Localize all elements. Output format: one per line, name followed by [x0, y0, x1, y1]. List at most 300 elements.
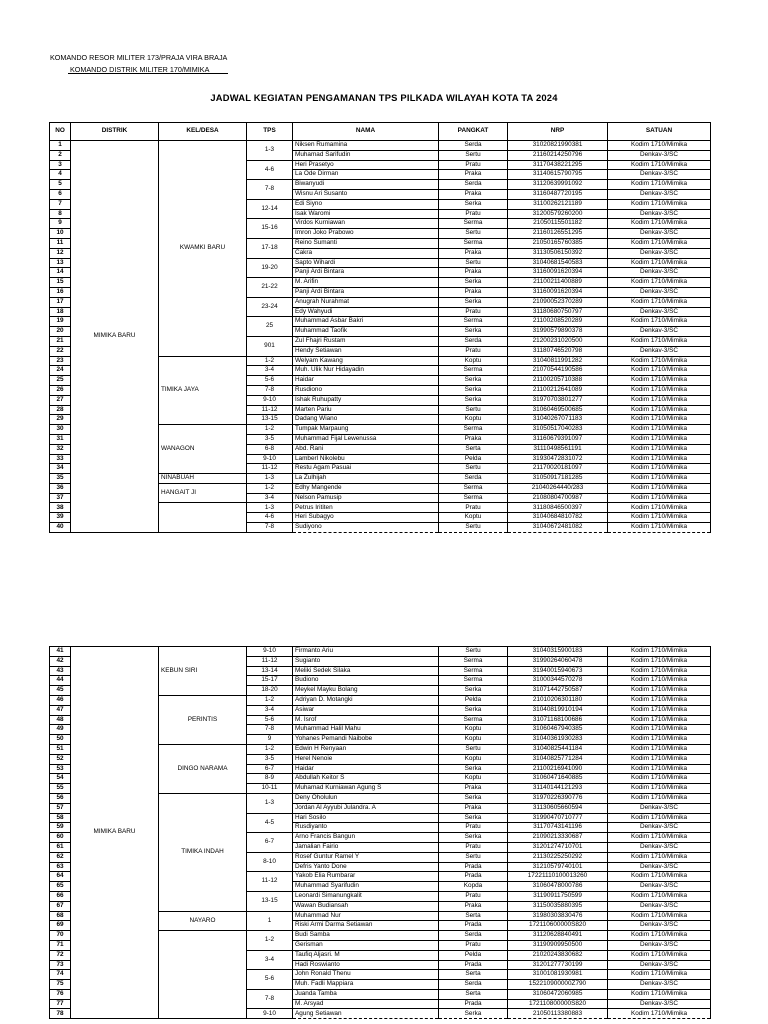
- row-no: 71: [50, 940, 71, 950]
- satuan-cell: Kodim 1710/Mimika: [608, 754, 711, 764]
- nama-cell: Hari Sosilo: [293, 813, 439, 823]
- nrp-cell: 31930472831072: [508, 454, 608, 464]
- satuan-cell: Denkav-3/SC: [608, 327, 711, 337]
- nama-cell: Budiono: [293, 676, 439, 686]
- pangkat-cell: Pelda: [439, 950, 508, 960]
- pangkat-cell: Praka: [439, 268, 508, 278]
- table-row: [50, 141, 711, 151]
- satuan-cell: Denkav-3/SC: [608, 170, 711, 180]
- distrik-cell: MIMIKA BARU: [71, 141, 159, 533]
- row-no: 30: [50, 425, 71, 435]
- satuan-cell: Denkav-3/SC: [608, 307, 711, 317]
- nrp-cell: 31201274710701: [508, 842, 608, 852]
- satuan-cell: Denkav-3/SC: [608, 999, 711, 1009]
- col-header-distrik: DISTRIK: [71, 123, 159, 141]
- satuan-cell: Kodim 1710/Mimika: [608, 793, 711, 803]
- satuan-cell: Kodim 1710/Mimika: [608, 833, 711, 843]
- pangkat-cell: Sertu: [439, 229, 508, 239]
- nrp-cell: 21010206301180: [508, 695, 608, 705]
- pangkat-cell: Serka: [439, 395, 508, 405]
- nama-cell: Restu Agam Pasuai: [293, 464, 439, 474]
- satuan-cell: Kodim 1710/Mimika: [608, 474, 711, 484]
- tps-cell: 3-4: [247, 705, 293, 715]
- row-no: 56: [50, 793, 71, 803]
- nrp-cell: 21100205710388: [508, 376, 608, 386]
- nrp-cell: 31160091620394: [508, 268, 608, 278]
- tps-cell: 7-8: [247, 989, 293, 1009]
- nama-cell: Budi Samba: [293, 931, 439, 941]
- nama-cell: Firmanto Ariu: [293, 647, 439, 657]
- row-no: 24: [50, 366, 71, 376]
- row-no: 45: [50, 686, 71, 696]
- pangkat-cell: Serta: [439, 970, 508, 980]
- table-row: [50, 647, 711, 657]
- row-no: 53: [50, 764, 71, 774]
- satuan-cell: Kodim 1710/Mimika: [608, 735, 711, 745]
- pangkat-cell: Praka: [439, 248, 508, 258]
- nama-cell: Dadang Wiano: [293, 415, 439, 425]
- nrp-cell: 31980303830476: [508, 911, 608, 921]
- pangkat-cell: Serda: [439, 141, 508, 151]
- nrp-cell: 31990264060478: [508, 656, 608, 666]
- nama-cell: Abd. Rani: [293, 444, 439, 454]
- nama-cell: Edwin H Renyaan: [293, 744, 439, 754]
- nrp-cell: 31180846500397: [508, 503, 608, 513]
- satuan-cell: Kodim 1710/Mimika: [608, 950, 711, 960]
- row-no: 7: [50, 199, 71, 209]
- nama-cell: Muhammad Asbar Bakri: [293, 317, 439, 327]
- row-no: 15: [50, 278, 71, 288]
- row-no: 27: [50, 395, 71, 405]
- pangkat-cell: Serma: [439, 483, 508, 493]
- tps-cell: 23-24: [247, 297, 293, 317]
- row-no: 72: [50, 950, 71, 960]
- satuan-cell: Kodim 1710/Mimika: [608, 483, 711, 493]
- nrp-cell: 31170743141196: [508, 823, 608, 833]
- nrp-cell: 31150035880395: [508, 901, 608, 911]
- row-no: 38: [50, 503, 71, 513]
- nrp-cell: 21100212641089: [508, 385, 608, 395]
- tps-cell: 7-8: [247, 725, 293, 735]
- pangkat-cell: Serma: [439, 656, 508, 666]
- pangkat-cell: Koptu: [439, 415, 508, 425]
- pangkat-cell: Pratu: [439, 823, 508, 833]
- pangkat-cell: Sertu: [439, 523, 508, 533]
- pangkat-cell: Serka: [439, 705, 508, 715]
- satuan-cell: Kodim 1710/Mimika: [608, 219, 711, 229]
- satuan-cell: Kodim 1710/Mimika: [608, 774, 711, 784]
- nama-cell: Anugrah Nurahmat: [293, 297, 439, 307]
- tps-cell: 1-2: [247, 931, 293, 951]
- tps-cell: 1: [247, 911, 293, 931]
- nrp-cell: 31040684810782: [508, 513, 608, 523]
- nama-cell: Rusdiono: [293, 385, 439, 395]
- kelurahan-cell: TIMIKA INDAH: [159, 793, 247, 911]
- row-no: 64: [50, 872, 71, 882]
- nama-cell: Juanda Tamba: [293, 989, 439, 999]
- pangkat-cell: Serka: [439, 793, 508, 803]
- nrp-cell: 31040811991282: [508, 356, 608, 366]
- pangkat-cell: Prada: [439, 999, 508, 1009]
- pangkat-cell: Serma: [439, 425, 508, 435]
- tps-cell: 19-20: [247, 258, 293, 278]
- tps-cell: 11-12: [247, 872, 293, 892]
- nrp-cell: 17221110100013260: [508, 872, 608, 882]
- row-no: 5: [50, 180, 71, 190]
- nama-cell: Agung Setiawan: [293, 1009, 439, 1019]
- col-header-keldesa: KEL/DESA: [159, 123, 247, 141]
- tps-cell: 25: [247, 317, 293, 337]
- satuan-cell: Kodim 1710/Mimika: [608, 336, 711, 346]
- satuan-cell: Kodim 1710/Mimika: [608, 676, 711, 686]
- satuan-cell: Kodim 1710/Mimika: [608, 872, 711, 882]
- nrp-cell: 31001081930981: [508, 970, 608, 980]
- nama-cell: Abdullah Keitor S: [293, 774, 439, 784]
- nrp-cell: 31040267071183: [508, 415, 608, 425]
- row-no: 41: [50, 647, 71, 657]
- row-no: 49: [50, 725, 71, 735]
- nrp-cell: 31140615790795: [508, 170, 608, 180]
- satuan-cell: Denkav-3/SC: [608, 823, 711, 833]
- nama-cell: Imron Joko Prabowo: [293, 229, 439, 239]
- satuan-cell: Denkav-3/SC: [608, 862, 711, 872]
- pangkat-cell: Serka: [439, 278, 508, 288]
- nrp-cell: 31170438221295: [508, 160, 608, 170]
- pangkat-cell: Serma: [439, 366, 508, 376]
- kelurahan-cell: NINABUAH: [159, 474, 247, 484]
- tps-cell: 11-12: [247, 405, 293, 415]
- row-no: 70: [50, 931, 71, 941]
- nama-cell: Biwanyudi: [293, 180, 439, 190]
- nama-cell: Hendy Setiawan: [293, 346, 439, 356]
- nama-cell: Edi Siyno: [293, 199, 439, 209]
- nama-cell: Muh. Ulik Nur Hidayadin: [293, 366, 439, 376]
- nrp-cell: 172110600000S820: [508, 921, 608, 931]
- row-no: 28: [50, 405, 71, 415]
- pangkat-cell: Praka: [439, 434, 508, 444]
- kelurahan-cell: KWAMKI BARU: [159, 141, 247, 357]
- satuan-cell: Kodim 1710/Mimika: [608, 513, 711, 523]
- nrp-cell: 21090052370289: [508, 297, 608, 307]
- nrp-cell: 31050917181285: [508, 474, 608, 484]
- nama-cell: Jordan Al Ayyubi Julandra. A: [293, 803, 439, 813]
- pangkat-cell: Serma: [439, 493, 508, 503]
- satuan-cell: Kodim 1710/Mimika: [608, 852, 711, 862]
- row-no: 3: [50, 160, 71, 170]
- nama-cell: Muhammad Fijal Lewenussa: [293, 434, 439, 444]
- row-no: 14: [50, 268, 71, 278]
- satuan-cell: Denkav-3/SC: [608, 287, 711, 297]
- satuan-cell: Kodim 1710/Mimika: [608, 666, 711, 676]
- pangkat-cell: Pelda: [439, 454, 508, 464]
- tps-cell: 9-10: [247, 647, 293, 657]
- nama-cell: Meykel Mayku Bolang: [293, 686, 439, 696]
- pangkat-cell: Prada: [439, 921, 508, 931]
- nama-cell: Meliki Sedek Silaka: [293, 666, 439, 676]
- satuan-cell: Kodim 1710/Mimika: [608, 180, 711, 190]
- nama-cell: Heri Subagyo: [293, 513, 439, 523]
- nrp-cell: 31180680750797: [508, 307, 608, 317]
- nrp-cell: 31000344570278: [508, 676, 608, 686]
- row-no: 11: [50, 238, 71, 248]
- nama-cell: Taufiq Aljasri. M: [293, 950, 439, 960]
- nrp-cell: 31100262121189: [508, 199, 608, 209]
- nrp-cell: 31071442750587: [508, 686, 608, 696]
- row-no: 40: [50, 523, 71, 533]
- nrp-cell: 21200231020500: [508, 336, 608, 346]
- pangkat-cell: Serka: [439, 813, 508, 823]
- nama-cell: Arno Francis Bangun: [293, 833, 439, 843]
- tps-cell: 6-8: [247, 444, 293, 454]
- row-no: 73: [50, 960, 71, 970]
- col-header-pangkat: PANGKAT: [439, 123, 508, 141]
- nama-cell: Petrus Irititen: [293, 503, 439, 513]
- row-no: 39: [50, 513, 71, 523]
- nrp-cell: 21170020181097: [508, 464, 608, 474]
- pangkat-cell: Praka: [439, 287, 508, 297]
- nama-cell: Defris Yanto Done: [293, 862, 439, 872]
- pangkat-cell: Serka: [439, 764, 508, 774]
- pangkat-cell: Serta: [439, 444, 508, 454]
- row-no: 35: [50, 474, 71, 484]
- kelurahan-cell: TIMIKA JAYA: [159, 356, 247, 425]
- pangkat-cell: Prada: [439, 872, 508, 882]
- nrp-cell: 31140144121293: [508, 784, 608, 794]
- satuan-cell: Denkav-3/SC: [608, 901, 711, 911]
- tps-cell: 5-6: [247, 715, 293, 725]
- row-no: 29: [50, 415, 71, 425]
- nama-cell: Rosef Guntur Ramel Y: [293, 852, 439, 862]
- nrp-cell: 31190909950500: [508, 940, 608, 950]
- satuan-cell: Denkav-3/SC: [608, 229, 711, 239]
- tps-cell: 11-12: [247, 464, 293, 474]
- nrp-cell: 21050113380883: [508, 1009, 608, 1019]
- row-no: 48: [50, 715, 71, 725]
- nrp-cell: 31060471640885: [508, 774, 608, 784]
- col-header-tps: TPS: [247, 123, 293, 141]
- nrp-cell: 31130605660594: [508, 803, 608, 813]
- pangkat-cell: Sertu: [439, 464, 508, 474]
- nrp-cell: 31040681540583: [508, 258, 608, 268]
- satuan-cell: Kodim 1710/Mimika: [608, 764, 711, 774]
- row-no: 63: [50, 862, 71, 872]
- nama-cell: Jamalian Fairio: [293, 842, 439, 852]
- satuan-cell: Denkav-3/SC: [608, 842, 711, 852]
- nama-cell: Muhamad Kurniawan Agung S: [293, 784, 439, 794]
- satuan-cell: Kodim 1710/Mimika: [608, 891, 711, 901]
- tps-cell: 4-6: [247, 513, 293, 523]
- satuan-cell: Denkav-3/SC: [608, 980, 711, 990]
- pangkat-cell: Pratu: [439, 307, 508, 317]
- satuan-cell: Denkav-3/SC: [608, 940, 711, 950]
- nama-cell: M. Arsyad: [293, 999, 439, 1009]
- distrik-cell: MIMIKA BARU: [71, 647, 159, 1019]
- row-no: 43: [50, 666, 71, 676]
- tps-cell: 7-8: [247, 180, 293, 200]
- tps-cell: 8-10: [247, 852, 293, 872]
- tps-cell: 13-15: [247, 415, 293, 425]
- pangkat-cell: Sertu: [439, 405, 508, 415]
- nama-cell: Gerisman: [293, 940, 439, 950]
- nama-cell: Virdos Kurniawan: [293, 219, 439, 229]
- tps-cell: 9-10: [247, 1009, 293, 1019]
- nrp-cell: 21090213330687: [508, 833, 608, 843]
- nrp-cell: 31020821990381: [508, 141, 608, 151]
- nama-cell: Muhammad Taofik: [293, 327, 439, 337]
- satuan-cell: Kodim 1710/Mimika: [608, 356, 711, 366]
- tps-cell: 3-4: [247, 950, 293, 970]
- pangkat-cell: Serma: [439, 676, 508, 686]
- nrp-cell: 31200579260200: [508, 209, 608, 219]
- satuan-cell: Kodim 1710/Mimika: [608, 970, 711, 980]
- nama-cell: Cakra: [293, 248, 439, 258]
- row-no: 61: [50, 842, 71, 852]
- row-no: 47: [50, 705, 71, 715]
- nrp-cell: 21100216941090: [508, 764, 608, 774]
- nrp-cell: 31110498561191: [508, 444, 608, 454]
- satuan-cell: Kodim 1710/Mimika: [608, 385, 711, 395]
- nama-cell: Rusdiyanto: [293, 823, 439, 833]
- tps-cell: 15-17: [247, 676, 293, 686]
- pangkat-cell: Koptu: [439, 754, 508, 764]
- page-title: JADWAL KEGIATAN PENGAMANAN TPS PILKADA WILAYAH KOTA TA 2024: [210, 92, 558, 103]
- nrp-cell: 31120639991092: [508, 180, 608, 190]
- pangkat-cell: Sertu: [439, 852, 508, 862]
- nrp-cell: 31190911750599: [508, 891, 608, 901]
- satuan-cell: Kodim 1710/Mimika: [608, 725, 711, 735]
- tps-cell: 3-5: [247, 434, 293, 444]
- nama-cell: Sudiyono: [293, 523, 439, 533]
- nrp-cell: 31970226390776: [508, 793, 608, 803]
- pangkat-cell: Serma: [439, 715, 508, 725]
- row-no: 12: [50, 248, 71, 258]
- row-no: 74: [50, 970, 71, 980]
- tps-cell: 18-20: [247, 686, 293, 696]
- nama-cell: John Ronald Thenu: [293, 970, 439, 980]
- pangkat-cell: Koptu: [439, 774, 508, 784]
- pangkat-cell: Koptu: [439, 513, 508, 523]
- nrp-cell: 31120628840491: [508, 931, 608, 941]
- row-no: 66: [50, 891, 71, 901]
- pangkat-cell: Serma: [439, 317, 508, 327]
- nama-cell: Reino Sumanti: [293, 238, 439, 248]
- row-no: 37: [50, 493, 71, 503]
- row-no: 20: [50, 327, 71, 337]
- row-no: 8: [50, 209, 71, 219]
- row-no: 4: [50, 170, 71, 180]
- satuan-cell: Denkav-3/SC: [608, 882, 711, 892]
- nama-cell: Ishak Ruhupatty: [293, 395, 439, 405]
- tps-cell: 3-4: [247, 366, 293, 376]
- nama-cell: La Ode Dirman: [293, 170, 439, 180]
- nama-cell: Nelson Pamusip: [293, 493, 439, 503]
- pangkat-cell: Serda: [439, 931, 508, 941]
- satuan-cell: Kodim 1710/Mimika: [608, 744, 711, 754]
- nrp-cell: 31201277730199: [508, 960, 608, 970]
- tps-cell: 13-14: [247, 666, 293, 676]
- tps-cell: 1-3: [247, 793, 293, 813]
- header-underline: [68, 73, 228, 74]
- satuan-cell: Kodim 1710/Mimika: [608, 395, 711, 405]
- nama-cell: Zul Fhajri Rustam: [293, 336, 439, 346]
- row-no: 65: [50, 882, 71, 892]
- row-no: 13: [50, 258, 71, 268]
- satuan-cell: Kodim 1710/Mimika: [608, 317, 711, 327]
- schedule-table-2: [49, 646, 711, 1019]
- nama-cell: Riski Armi Darma Setiawan: [293, 921, 439, 931]
- pangkat-cell: Pelda: [439, 695, 508, 705]
- pangkat-cell: Praka: [439, 189, 508, 199]
- satuan-cell: Kodim 1710/Mimika: [608, 454, 711, 464]
- nama-cell: Tumpak Marpaung: [293, 425, 439, 435]
- row-no: 21: [50, 336, 71, 346]
- row-no: 18: [50, 307, 71, 317]
- tps-cell: 1-2: [247, 695, 293, 705]
- nama-cell: Haidar: [293, 764, 439, 774]
- nama-cell: Edhy Mangende: [293, 483, 439, 493]
- pangkat-cell: Pratu: [439, 503, 508, 513]
- nama-cell: Deny Oholulun: [293, 793, 439, 803]
- pangkat-cell: Pratu: [439, 940, 508, 950]
- row-no: 44: [50, 676, 71, 686]
- tps-cell: 4-6: [247, 160, 293, 180]
- row-no: 10: [50, 229, 71, 239]
- nrp-cell: 31160679391097: [508, 434, 608, 444]
- satuan-cell: Kodim 1710/Mimika: [608, 444, 711, 454]
- satuan-cell: Denkav-3/SC: [608, 803, 711, 813]
- pangkat-cell: Pratu: [439, 160, 508, 170]
- satuan-cell: Kodim 1710/Mimika: [608, 493, 711, 503]
- row-no: 59: [50, 823, 71, 833]
- row-no: 50: [50, 735, 71, 745]
- nrp-cell: 21070544190586: [508, 366, 608, 376]
- satuan-cell: Denkav-3/SC: [608, 921, 711, 931]
- row-no: 67: [50, 901, 71, 911]
- row-no: 42: [50, 656, 71, 666]
- satuan-cell: Kodim 1710/Mimika: [608, 160, 711, 170]
- nrp-cell: 21020243830682: [508, 950, 608, 960]
- pangkat-cell: Serda: [439, 180, 508, 190]
- nrp-cell: 21160214250796: [508, 150, 608, 160]
- row-no: 77: [50, 999, 71, 1009]
- row-no: 52: [50, 754, 71, 764]
- nama-cell: Haidar: [293, 376, 439, 386]
- tps-cell: 9-10: [247, 395, 293, 405]
- row-no: 46: [50, 695, 71, 705]
- row-no: 60: [50, 833, 71, 843]
- nama-cell: Leonardi Simanungkalit: [293, 891, 439, 901]
- pangkat-cell: Serta: [439, 989, 508, 999]
- tps-cell: 12-14: [247, 199, 293, 219]
- satuan-cell: Kodim 1710/Mimika: [608, 989, 711, 999]
- pangkat-cell: Serma: [439, 238, 508, 248]
- row-no: 1: [50, 141, 71, 151]
- row-no: 26: [50, 385, 71, 395]
- nama-cell: Panji Ardi Bintara: [293, 287, 439, 297]
- pangkat-cell: Serda: [439, 474, 508, 484]
- nrp-cell: 31970703801277: [508, 395, 608, 405]
- tps-cell: 901: [247, 336, 293, 356]
- pangkat-cell: Praka: [439, 170, 508, 180]
- satuan-cell: Kodim 1710/Mimika: [608, 656, 711, 666]
- satuan-cell: Kodim 1710/Mimika: [608, 238, 711, 248]
- col-header-satuan: SATUAN: [608, 123, 711, 141]
- row-no: 16: [50, 287, 71, 297]
- row-no: 17: [50, 297, 71, 307]
- nama-cell: Wisnu Ari Susanto: [293, 189, 439, 199]
- kelurahan-cell: NAYARO: [159, 911, 247, 931]
- kelurahan-cell: WANAGON: [159, 425, 247, 474]
